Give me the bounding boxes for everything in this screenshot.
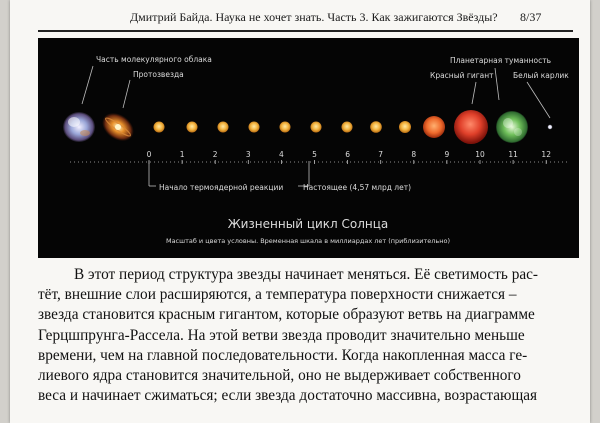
timeline-tick-label: 11 [508,150,518,159]
label-red-giant: Красный гигант [430,71,494,80]
label-cloud: Часть молекулярного облака [96,55,212,64]
page-number: 8/37 [520,10,542,24]
timeline-tick-label: 3 [245,150,251,159]
timeline-tick-label: 6 [345,150,350,159]
label-nebula: Планетарная туманность [450,56,552,65]
figure-canvas [38,38,579,258]
body-text [38,265,574,406]
timeline-tick-label: 5 [312,150,317,159]
timeline-tick-label: 8 [411,150,417,159]
figure-title: Жизненный цикл Солнца [227,217,389,231]
label-fusion-start: Начало термоядерной реакции [159,183,284,192]
sun-sequence [154,116,446,138]
label-white-dwarf: Белый карлик [513,71,569,80]
timeline-tick-label: 7 [378,150,384,159]
header-rule [38,30,573,32]
red-giant [454,110,488,144]
text-line: веса и начинает сжиматься; если звезда достаточно массивна, возрастающая [38,387,538,405]
label-protostar: Протозвезда [133,70,184,79]
text-line: тёт, внешние слои расширяются, а температура поверхности снижается – [38,286,517,304]
timeline-tick-label: 0 [146,150,152,159]
running-title: Дмитрий Байда. Наука не хочет знать. Часть 3. Как зажигаются Звёзды? [130,10,498,24]
molecular-cloud [63,112,95,142]
text-line: лиевого ядра становится значительной, оно не выдерживает собственного [38,367,521,385]
timeline-tick-label: 9 [444,150,450,159]
timeline-tick-label: 4 [279,150,284,159]
paragraph [38,265,574,406]
label-present: Настоящее (4,57 млрд лет) [303,183,411,192]
timeline-tick-label: 10 [475,150,485,159]
page-header [10,10,590,26]
sun-life-cycle-figure [38,38,579,258]
text-line: Герцшпрунга-Рассела. На этой ветви звезда проводит значительно меньше [38,326,525,344]
document-page [10,0,590,423]
text-line: времени, чем на главной последовательности. Когда накопленная масса ге- [38,346,528,364]
timeline-tick-label: 12 [541,150,551,159]
white-dwarf [548,125,553,130]
timeline-tick-label: 2 [212,150,218,159]
figure-subtitle: Масштаб и цвета условны. Временная шкала в миллиардах лет (приблизительно) [165,237,451,245]
text-line: В этот период структура звезды начинает меняться. Её светимость рас- [74,266,539,283]
text-line: звезда становится красным гигантом, которые образуют ветвь на диаграмме [38,306,535,324]
planetary-nebula [496,111,528,143]
protostar [97,107,139,146]
timeline-tick-label: 1 [179,150,185,159]
